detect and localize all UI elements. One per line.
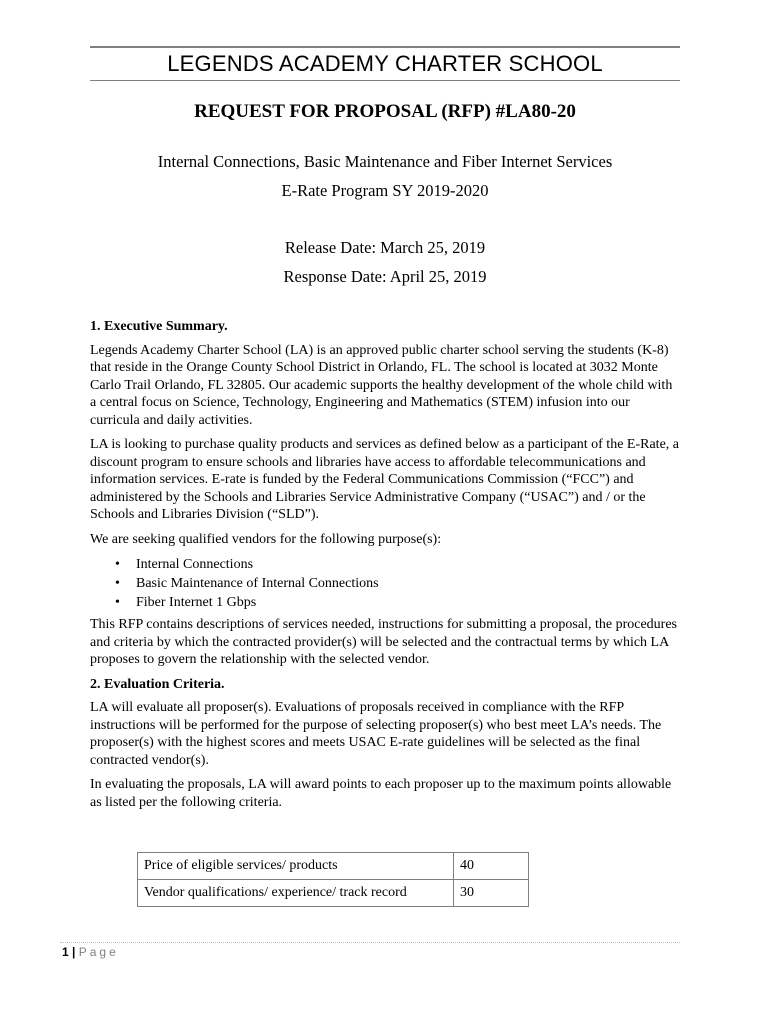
section-executive-summary bbox=[90, 318, 682, 818]
footer-rule bbox=[60, 942, 680, 943]
criteria-name-cell: Price of eligible services/ products bbox=[138, 853, 454, 880]
list-item bbox=[90, 593, 682, 612]
section1-paragraph-3: We are seeking qualified vendors for the following purpose(s): bbox=[90, 531, 442, 547]
footer-separator: | bbox=[72, 945, 76, 959]
purpose-text: Fiber Internet 1 Gbps bbox=[136, 595, 257, 610]
header-bottom-rule bbox=[90, 80, 680, 81]
rfp-title: REQUEST FOR PROPOSAL (RFP) #LA80-20 bbox=[194, 101, 576, 122]
section2-paragraph-2: In evaluating the proposals, LA will award points to each proposer up to the maximum points allowable as listed per the following criteria. bbox=[90, 777, 672, 810]
criteria-points-cell: 40 bbox=[454, 853, 529, 880]
release-date: Release Date: March 25, 2019 bbox=[284, 238, 486, 257]
section2-paragraph-1: LA will evaluate all proposer(s). Evaluations of proposals received in compliance with the RFP instructions will be performed for the purpose of selecting proposer(s) who best meet LA’s needs. The proposer(s) with the highest scores and meets USAC E-rate guidelines will be selected as the final contracted vendor(s). bbox=[90, 700, 662, 768]
subtitle-program: E-Rate Program SY 2019-2020 bbox=[281, 181, 489, 200]
purpose-text: Basic Maintenance of Internal Connections bbox=[136, 576, 379, 591]
page-number: 1 bbox=[62, 945, 69, 959]
header-top-rule bbox=[90, 46, 680, 48]
criteria-table bbox=[137, 852, 529, 907]
section1-paragraph-1: Legends Academy Charter School (LA) is an approved public charter school serving the students (K-8) that reside in the Orange County School District in Orlando, FL. The school is located at 3032 Monte Carlo Trail Orlando, FL 32805. Our academic supports the healthy development of the whole child with a central focus on Science, Technology, Engineering and Mathematics (STEM) infusion into our curricula and daily activities. bbox=[90, 342, 673, 428]
section1-heading: 1. Executive Summary. bbox=[90, 319, 228, 334]
list-item bbox=[90, 555, 682, 574]
page-footer bbox=[62, 945, 119, 959]
bullet-icon: • bbox=[115, 557, 120, 572]
purpose-list bbox=[90, 555, 682, 612]
bullet-icon: • bbox=[115, 576, 120, 591]
page-label: Page bbox=[78, 945, 119, 959]
subtitle-services: Internal Connections, Basic Maintenance and Fiber Internet Services bbox=[157, 152, 613, 171]
school-name: LEGENDS ACADEMY CHARTER SCHOOL bbox=[167, 51, 603, 76]
table-row bbox=[138, 880, 529, 907]
section2-heading: 2. Evaluation Criteria. bbox=[90, 676, 225, 692]
table-row bbox=[138, 853, 529, 880]
response-date: Response Date: April 25, 2019 bbox=[283, 267, 487, 286]
criteria-points-cell: 30 bbox=[454, 880, 529, 907]
section1-paragraph-4: This RFP contains descriptions of services needed, instructions for submitting a proposal, the procedures and criteria by which the contracted provider(s) will be selected and the contractual terms by which LA proposes to govern the relationship with the selected vendor. bbox=[90, 617, 677, 667]
criteria-name-cell: Vendor qualifications/ experience/ track record bbox=[138, 880, 454, 907]
bullet-icon: • bbox=[115, 595, 120, 610]
section1-paragraph-2: LA is looking to purchase quality products and services as defined below as a participant of the E-Rate, a discount program to ensure schools and libraries have access to affordable telecommunications and information services. E-rate is funded by the Federal Communications Commission (“FCC”) and administered by the Schools and Libraries Service Administrative Company (“USAC”) and / or the Schools and Libraries Division (“SLD”). bbox=[90, 437, 679, 522]
list-item bbox=[90, 574, 682, 593]
purpose-text: Internal Connections bbox=[136, 557, 254, 572]
